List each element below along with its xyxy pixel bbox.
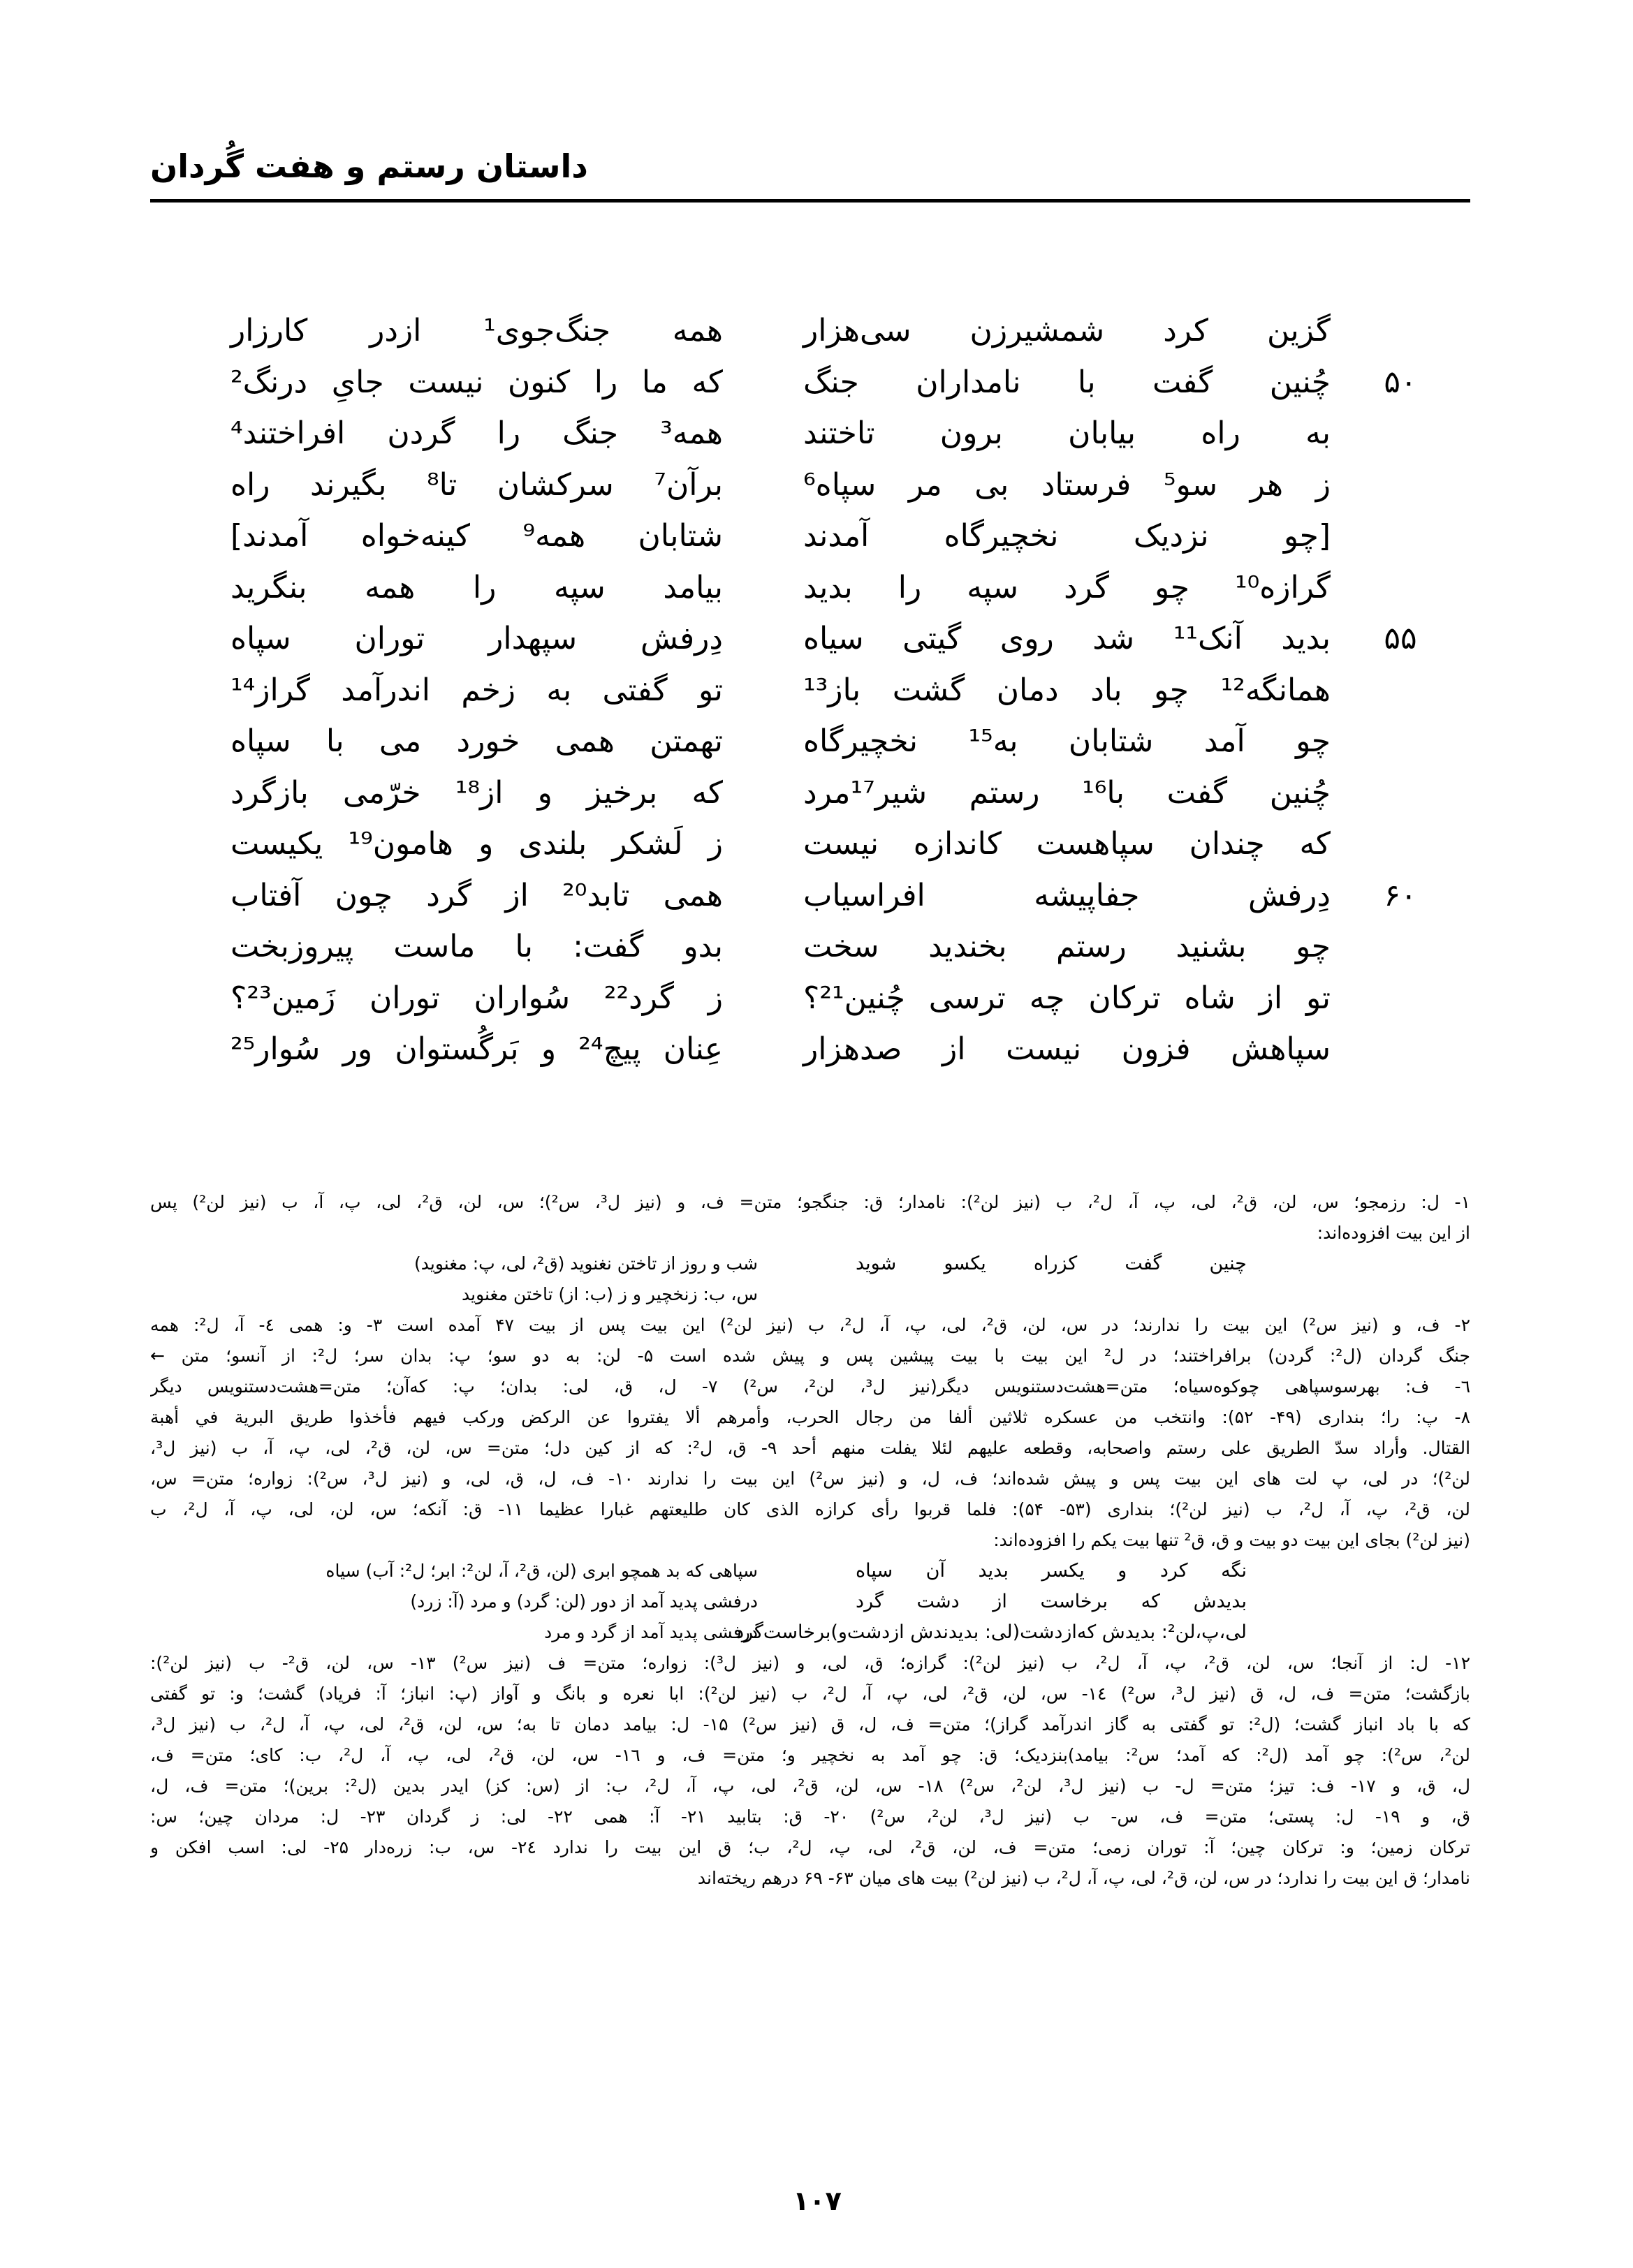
verse-number: ۵۵ [1384, 621, 1417, 656]
footnote-line: که با باد انباز گشت؛ (ل²: تو گفتی به گاز اندرآمد گراز)؛ متن= ف، ل، ق (نیز س²) ۱۵- ل: بیامد دمان تا به؛ س، لن، ق²، لی، پ، آ، ل²، ب (نیز ل³، [150, 1714, 1470, 1735]
footnote-line: ل، ق، و ۱۷- ف: تیز؛ متن= ل- ب (نیز ل³، لن²، س²) ۱۸- س، لن، ق²، لی، پ، آ، ل²، ب: از (س: کز) ایدر بدین (ل²: برین)؛ متن= ف، ل، [150, 1776, 1470, 1796]
verse-row [230, 929, 1432, 978]
running-title: داستان رستم و هفت گُردان [150, 147, 588, 185]
hemistich-second: عِنان پیچ²⁴ و بَرگُستوان ور سُوار²⁵ [230, 1031, 723, 1067]
footnote-line: لن²)؛ در لی، پ لت های این بیت پس و پیش شده‌اند؛ ف، ل، و (نیز س²) این بیت را ندارند ۱۰- ف، ل، ق، لی، و (نیز ل³، س²): زواره؛ متن= س، [150, 1468, 1470, 1489]
hemistich-second: دِرفش سپهدار توران سپاه [230, 621, 723, 656]
verse-row [230, 775, 1432, 824]
footnote-variant-couplet [150, 1556, 1470, 1586]
poem-body [230, 313, 1432, 1102]
verse-row [230, 672, 1432, 721]
footnote-variant-couplet [150, 1279, 1470, 1310]
hemistich-second: ز لَشکر بلندی و هامون¹⁹ یکیست [230, 826, 723, 862]
hemistich-first: گرازه¹⁰ چو گرد سپه را بدید [803, 569, 1331, 605]
hemistich-first: چُنین گفت با نامداران جنگ [803, 364, 1331, 400]
footnote-line: جنگ گردان (ل²: گردن) برافراختند؛ در ل² این بیت با بیت پیشین پس و پیش شده است ۵- لن: به دو سو؛ پ: بدان سر؛ ل²: از آنسو؛ متن ← [150, 1346, 1470, 1366]
footnote-line: ۲- ف، و (نیز س²) این بیت را ندارند؛ در س، لن، ق²، لی، پ، آ، ل²، ب (نیز لن²) این بیت پس از بیت ۴۷ آمده است ۳- و: همی ٤- آ، ل²: همه [150, 1315, 1470, 1335]
footnote-line: ۱- ل: رزمجو؛ س، لن، ق²، لی، پ، آ، ل²، ب (نیز لن²): نامدار؛ ق: جنگجو؛ متن= ف، و (نیز ل³، س²)؛ س، لن، ق²، لی، پ، آ، ب (نیز لن²) پس [150, 1192, 1470, 1212]
hemistich-first: دِرفش جفاپیشه افراسیاب [803, 877, 1331, 913]
hemistich-second: بیامد سپه را همه بنگرید [230, 569, 723, 605]
verse-row [230, 826, 1432, 875]
hemistich-first: چُنین گفت با¹⁶ رستم شیر¹⁷مرد [803, 774, 1331, 811]
variant-hemistich-second: س، ب: زنخچیر و ز (ب: از) تاختن مغنوید [462, 1284, 758, 1304]
hemistich-first: چو بشنید رستم بخندید سخت [803, 929, 1331, 964]
hemistich-second: همه³ جنگ را گردن افراختند⁴ [230, 415, 723, 451]
hemistich-second: برآن⁷ سرکشان تا⁸ بگیرند راه [230, 466, 723, 503]
variant-hemistich-first: لی،پ،لن²: بدیدش که‌ازدشت(لی: بدیدندش ازدشت‌و)برخاست‌گرد [735, 1621, 1247, 1643]
variant-hemistich-first: بدیدش که برخاست از دشت گرد [856, 1591, 1247, 1612]
variant-hemistich-second: درفشی پدید آمد از دور (لن: گرد) و مرد (آ: زرد) [410, 1591, 758, 1612]
variant-hemistich-first: نگه کرد و یکسر بدید آن سپاه [856, 1560, 1247, 1582]
hemistich-second: همی تابد²⁰ از گرد چون آفتاب [230, 877, 724, 913]
footnote-variant-couplet [150, 1617, 1470, 1648]
verse-number: ۶۰ [1384, 877, 1417, 913]
verse-row [230, 364, 1432, 413]
hemistich-first: همانگه¹² چو باد دمان گشت باز¹³ [803, 672, 1331, 708]
hemistich-second: ز گرد²² سُواران توران زَمین²³؟ [230, 980, 723, 1016]
footnote-line: بازگشت؛ متن= ف، ل، ق (نیز ل³، س²) ١٤- س، لن، ق²، لی، پ، آ، ل²، ب (نیز لن²): ابا نعره و بانگ و آواز (پ: انباز؛ آ: فریاد) گشت؛ و: تو گفتی [150, 1684, 1470, 1704]
verse-row [230, 415, 1432, 464]
verse-row [230, 467, 1432, 516]
verse-row [230, 570, 1432, 619]
variant-hemistich-second: سپاهی که بد همچو ابری (لن، ق²، آ، لن²: ابر؛ ل²: آب) سیاه [325, 1561, 758, 1581]
variant-hemistich-first: چنین گفت کزراه یکسو شوید [856, 1253, 1247, 1274]
verse-row [230, 621, 1432, 670]
verse-row [230, 878, 1432, 927]
verse-row [230, 980, 1432, 1029]
page-header [150, 143, 1470, 202]
verse-number: ۵۰ [1384, 364, 1417, 400]
footnote-line: ق، و ۱۹- ل: پستی؛ متن= ف، س- ب (نیز ل³، لن²، س²) ۲۰- ق: بتابید ۲۱- آ: همی ۲۲- لی: ز گردان ۲۳- ل: مردان چین؛ س: [150, 1806, 1470, 1827]
verse-row [230, 1031, 1432, 1080]
footnote-variant-couplet [150, 1249, 1470, 1279]
hemistich-first: که چندان سپاهست کاندازه نیست [803, 826, 1331, 862]
verse-row [230, 518, 1432, 567]
variant-hemistich-second: شب و روز از تاختن نغنوید (ق²، لی، پ: مغنوید) [414, 1253, 758, 1274]
hemistich-first: سپاهش فزون نیست از صدهزار [803, 1031, 1331, 1067]
footnote-line: از این بیت افزوده‌اند: [1317, 1223, 1470, 1243]
footnotes [150, 1187, 1470, 1894]
hemistich-second: تهمتن همی خورد می با سپاه [230, 723, 723, 759]
footnote-line: ترکان زمین؛ و: ترکان چین؛ آ: توران زمی؛ متن= ف، لن، ق²، لی، پ، ل²، ب؛ ق این بیت را ندارد ٢٤- س، ب: زره‌دار ۲۵- لی: اسب افکن و [150, 1837, 1470, 1857]
hemistich-second: که برخیز و از¹⁸ خرّمی بازگرد [230, 774, 723, 811]
footnote-variant-couplet [150, 1586, 1470, 1617]
footnote-line: ۸- پ: را؛ بنداری (۴۹- ۵۲): وانتخب من عسکره ثلاثین ألفا من رجال الحرب، وأمرهم ألا یفتروا عن الرکض ورکب فیهم فأخذوا طریق البریة في أهبة [150, 1407, 1470, 1427]
footnote-line: ۱۲- ل: از آنجا؛ س، لن، ق²، پ، آ، ل²، ب (نیز لن²): گرازه؛ ق، لی، و (نیز ل³): زواره؛ متن= ف (نیز س²) ۱۳- س، لن، ق²- ب (نیز لن²): [150, 1653, 1470, 1673]
hemistich-first: چو آمد شتابان به¹⁵ نخچیرگاه [803, 723, 1331, 759]
variant-hemistich-second: درفشی پدید آمد از گرد و مرد [544, 1622, 758, 1642]
hemistich-second: تو گفتی به زخم اندرآمد گراز¹⁴ [230, 672, 723, 708]
hemistich-first: تو از شاه ترکان چه ترسی چُنین²¹؟ [803, 980, 1331, 1016]
hemistich-second: بدو گفت: با ماست پیروزبخت [230, 929, 723, 964]
footnote-line: لن²، س²): چو آمد (ل²: که آمد؛ س²: بیامد)بنزدیک؛ ق: چو آمد به نخچیر و؛ متن= ف، و ١٦- س، لن، ق²، لی، پ، آ، ل²، ب: کای؛ متن= ف، [150, 1745, 1470, 1765]
hemistich-second: همه جنگ‌جوی¹ ازدر کارزار [230, 313, 723, 348]
hemistich-first: بدید آنک¹¹ شد روی گیتی سیاه [803, 621, 1331, 656]
hemistich-second: که ما را کنون نیست جایِ درنگ² [230, 364, 723, 400]
footnote-line: (نیز لن²) بجای این بیت دو بیت و ق، ق² تنها بیت یکم را افزوده‌اند: [993, 1530, 1470, 1550]
hemistich-first: به راه بیابان برون تاختند [803, 415, 1331, 451]
page-number: ۱۰۷ [793, 2186, 842, 2216]
footnote-line: لن، ق²، پ، آ، ل²، ب (نیز لن²)؛ بنداری (۵۳- ۵۴): فلما قربوا رأی کرازه الذی کان طلیعتهم غبارا عظیما ۱۱- ق: آنکه؛ س، لن، لی، پ، آ، ل²، ب [150, 1499, 1470, 1519]
hemistich-first: گزین کرد شمشیرزن سی‌هزار [803, 313, 1331, 348]
footnote-line: القتال. وأراد سدّ الطریق علی رستم واصحابه، وقطعه علیهم لئلا یفلت منهم أحد ۹- ق، ل²: که از کین دل؛ متن= س، لن، ق²، لی، پ، آ، ب (نیز ل³، [150, 1438, 1470, 1458]
verse-row [230, 723, 1432, 772]
hemistich-second: شتابان همه⁹ کینه‌خواه آمدند] [230, 518, 724, 554]
hemistich-first: ز هر سو⁵ فرستاد بی مر سپاه⁶ [803, 466, 1331, 503]
footnote-line: نامدار؛ ق این بیت را ندارد؛ در س، لن، ق²، لی، پ، آ، ل²، ب (نیز لن²) بیت های میان ۶۳- ۶۹ درهم ریخته‌اند [697, 1868, 1470, 1888]
verse-row [230, 313, 1432, 362]
footnote-line: ٦- ف: بهرسوسپاهی چوکوه‌سیاه؛ متن=هشت‌دستنویس دیگر(نیز ل³، لن²، س²) ۷- ل، ق، لی: بدان؛ پ: که‌آن؛ متن=هشت‌دستنویس دیگر [150, 1376, 1470, 1397]
hemistich-first: [چو نزدیک نخچیرگاه آمدند [803, 518, 1331, 554]
